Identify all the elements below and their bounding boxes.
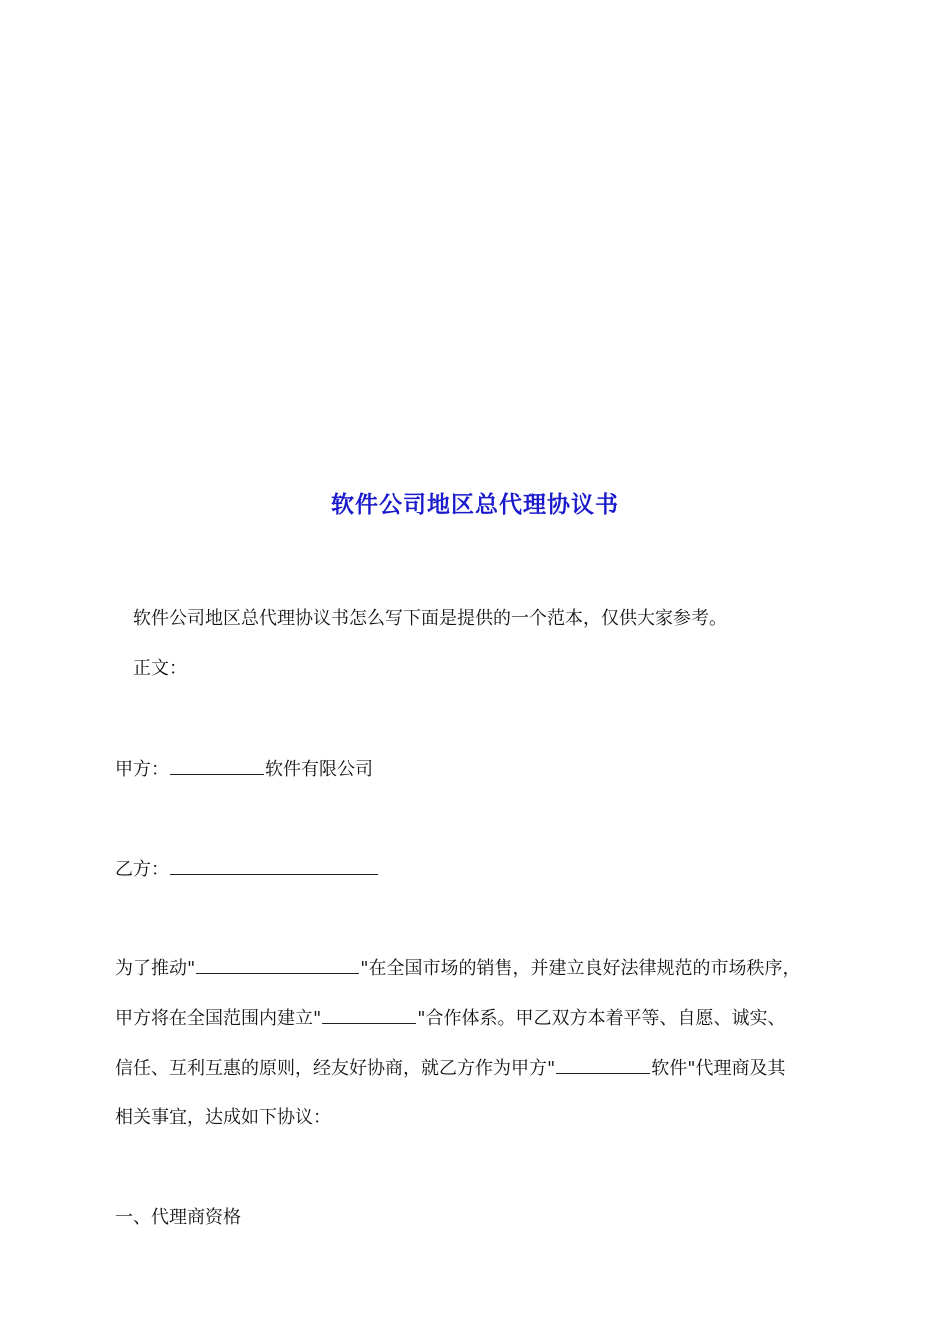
party-a-label: 甲方： [115,759,169,780]
party-a-blank [170,756,264,775]
paragraph-line-1 [115,955,801,982]
section-heading-1: 一、代理商资格 [115,1207,241,1228]
paragraph-text: 信任、互利互惠的原则，经友好协商，就乙方作为甲方" [115,1058,556,1079]
intro-text: 软件公司地区总代理协议书怎么写下面是提供的一个范本，仅供大家参考。 [133,608,727,629]
party-b-blank [170,856,378,875]
party-b-label: 乙方： [115,859,169,880]
party-a-suffix: 软件有限公司 [265,759,373,780]
paragraph-text: 甲方将在全国范围内建立" [115,1008,322,1029]
product-blank [196,955,359,974]
paragraph-line-2 [115,1005,786,1032]
paragraph-line-4: 相关事宜，达成如下协议： [115,1107,331,1128]
paragraph-line-3 [115,1055,786,1082]
paragraph-text: "合作体系。甲乙双方本着平等、自愿、诚实、 [417,1008,786,1029]
party-b-line [115,856,379,883]
party-a-line [115,756,373,783]
software-blank [556,1055,650,1074]
body-label: 正文： [133,658,187,679]
paragraph-text: 软件"代理商及其 [651,1058,786,1079]
system-blank [322,1005,416,1024]
paragraph-text: 为了推动" [115,958,196,979]
paragraph-text: "在全国市场的销售，并建立良好法律规范的市场秩序， [360,958,801,979]
document-title: 软件公司地区总代理协议书 [331,491,619,518]
